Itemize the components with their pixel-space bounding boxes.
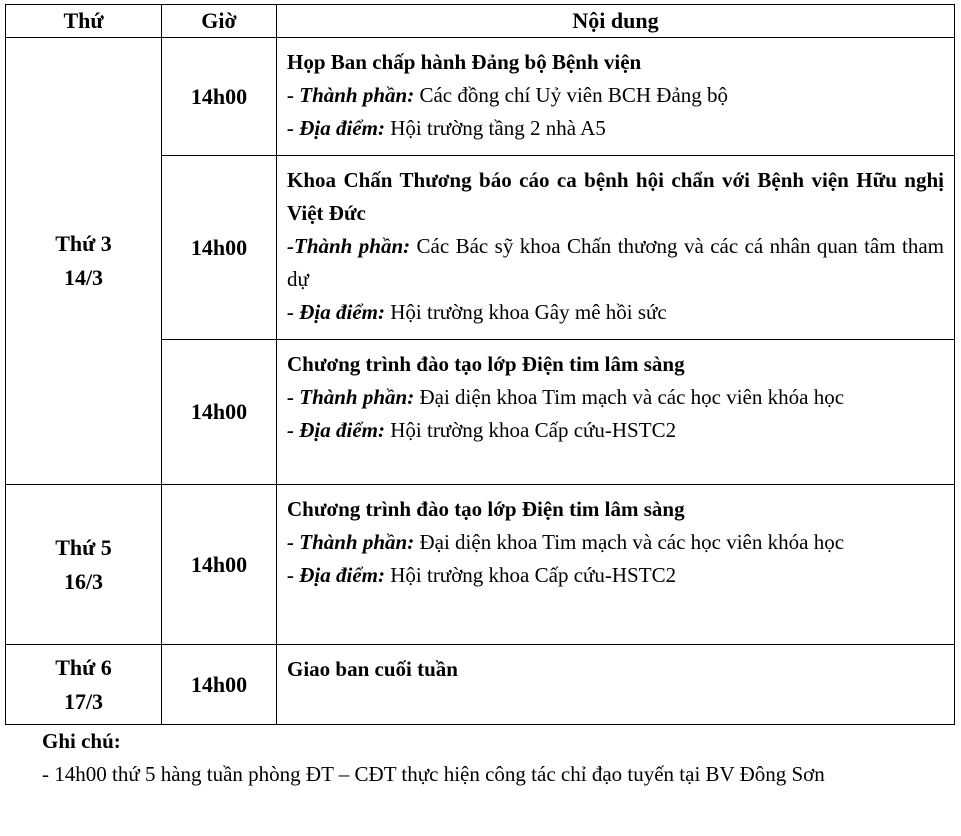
content-cell: [277, 38, 955, 156]
day-cell: [6, 38, 162, 485]
participants-label: - Thành phần:: [287, 530, 415, 554]
event-participants: [287, 79, 944, 112]
time-cell: 14h00: [162, 340, 277, 485]
event-participants: [287, 381, 944, 414]
content-cell: [277, 485, 955, 645]
day-date: 16/3: [63, 568, 104, 594]
time-cell: 14h00: [162, 156, 277, 340]
event-location: [287, 112, 944, 145]
location-label: - Địa điểm:: [287, 300, 385, 324]
location-value: Hội trường khoa Cấp cứu-HSTC2: [384, 563, 677, 587]
day-date: 17/3: [63, 688, 104, 714]
location-label: - Địa điểm:: [287, 563, 385, 587]
day-weekday: Thứ 6: [55, 654, 112, 680]
event-location: [287, 296, 944, 329]
event-participants: [287, 230, 944, 296]
event-title: Giao ban cuối tuần: [287, 657, 458, 681]
content-cell: [277, 645, 955, 725]
notes-section: [42, 725, 922, 791]
time-cell: 14h00: [162, 645, 277, 725]
header-row: [6, 5, 955, 38]
day-weekday: Thứ 5: [55, 534, 112, 560]
event-title: Khoa Chấn Thương báo cáo ca bệnh hội chẩn với Bệnh viện Hữu nghị Việt Đức: [287, 168, 944, 225]
table-row: [6, 645, 955, 725]
header-content: Nội dung: [277, 5, 955, 38]
participants-label: - Thành phần:: [287, 83, 415, 107]
notes-title: Ghi chú:: [42, 729, 121, 753]
participants-label: - Thành phần:: [287, 385, 415, 409]
participants-value: Đại diện khoa Tim mạch và các học viên khóa học: [414, 530, 845, 554]
table-row: [6, 38, 955, 156]
day-cell: [6, 645, 162, 725]
participants-value: Các Bác sỹ khoa Chấn thương và các cá nhân quan tâm tham dự: [287, 234, 944, 291]
time-cell: 14h00: [162, 485, 277, 645]
location-value: Hội trường khoa Cấp cứu-HSTC2: [384, 418, 677, 442]
location-value: Hội trường tầng 2 nhà A5: [384, 116, 606, 140]
day-weekday: Thứ 3: [55, 231, 112, 256]
header-day: Thứ: [6, 5, 162, 38]
day-cell: [6, 485, 162, 645]
location-label: - Địa điểm:: [287, 116, 385, 140]
event-title: Chương trình đào tạo lớp Điện tim lâm sàng: [287, 497, 685, 521]
event-location: [287, 559, 944, 592]
participants-value: Các đồng chí Uỷ viên BCH Đảng bộ: [414, 83, 729, 107]
participants-value: Đại diện khoa Tim mạch và các học viên khóa học: [414, 385, 845, 409]
header-time: Giờ: [162, 5, 277, 38]
schedule-table: [5, 4, 955, 725]
event-participants: [287, 526, 944, 559]
content-cell: [277, 156, 955, 340]
event-location: [287, 414, 944, 447]
participants-label: -Thành phần:: [287, 234, 411, 258]
content-cell: [277, 340, 955, 485]
day-date: 14/3: [63, 265, 104, 290]
location-value: Hội trường khoa Gây mê hồi sức: [384, 300, 667, 324]
notes-line: - 14h00 thứ 5 hàng tuần phòng ĐT – CĐT thực hiện công tác chỉ đạo tuyến tại BV Đông Sơn: [42, 762, 825, 786]
event-title: Họp Ban chấp hành Đảng bộ Bệnh viện: [287, 50, 642, 74]
location-label: - Địa điểm:: [287, 418, 385, 442]
event-title: Chương trình đào tạo lớp Điện tim lâm sàng: [287, 352, 685, 376]
time-cell: 14h00: [162, 38, 277, 156]
table-row: [6, 485, 955, 645]
